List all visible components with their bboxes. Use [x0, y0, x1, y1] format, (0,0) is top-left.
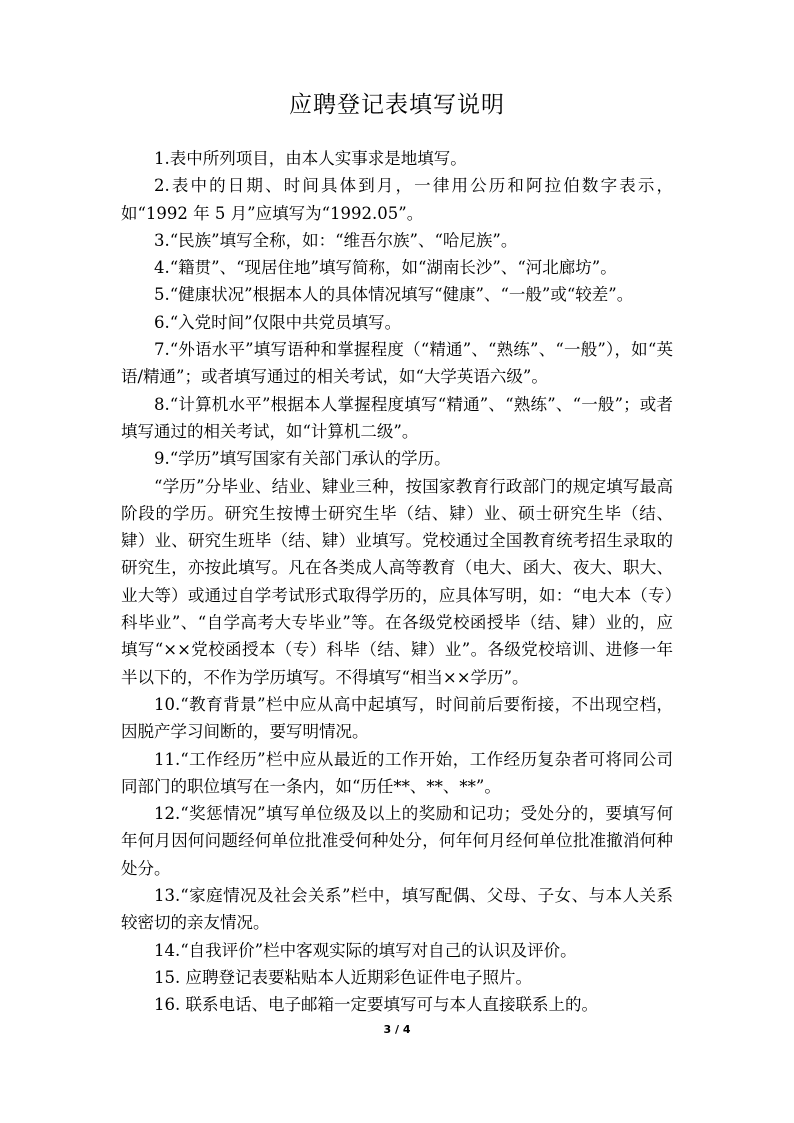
instruction-item-5: 5.“健康状况”根据本人的具体情况填写“健康”、“一般”或“较差”。 — [154, 285, 634, 305]
instruction-item-9-detail: “学历”分毕业、结业、肄业三种，按国家教育行政部门的规定填写最高阶段的学历。研究生按博士研究生毕（结、肄）业、硕士研究生毕（结、肄）业、研究生班毕（结、肄）业填写。党校通过全国教育统考招生录取的研究生，亦按此填写。凡在各类成人高等教育（电大、函大、夜大、职大、业大等）或通过自学考试形式取得学历的，应具体写明，如：“电大本（专）科毕业”、“自学高考大专毕业”等。在各级党校函授毕（结、肄）业的，应填写“××党校函授本（专）科毕（结、肄）业”。各级党校培训、进修一年半以下的，不作为学历填写。不得填写“相当××学历”。 — [121, 476, 673, 687]
instruction-item-4: 4.“籍贯”、“现居住地”填写简称，如“湖南长沙”、“河北廊坊”。 — [154, 258, 617, 278]
instruction-item-7: 7.“外语水平”填写语种和掌握程度（“精通”、“熟练”、“一般”），如“英语/精通”；或者填写通过的相关考试，如“大学英语六级”。 — [121, 340, 673, 387]
instruction-item-6: 6.“入党时间”仅限中共党员填写。 — [154, 312, 402, 332]
instruction-item-11: 11.“工作经历”栏中应从最近的工作开始，工作经历复杂者可将同公司同部门的职位填写在一条内，如“历任**、**、**”。 — [121, 749, 673, 796]
instruction-item-1: 1.表中所列项目，由本人实事求是地填写。 — [154, 149, 467, 168]
page-title: 应聘登记表填写说明 — [289, 92, 505, 118]
instruction-item-3: 3.“民族”填写全称，如：“维吾尔族”、“哈尼族”。 — [154, 230, 518, 250]
instruction-item-14: 14.“自我评价”栏中客观实际的填写对自己的认识及评价。 — [154, 940, 577, 960]
instruction-item-12: 12.“奖惩情况”填写单位级及以上的奖励和记功；受处分的，要填写何年何月因何问题经何单位批准受何种处分，何年何月经何单位批准撤消何种处分。 — [121, 804, 673, 878]
instruction-item-2: 2.表中的日期、时间具体到月，一律用公历和阿拉伯数字表示，如“1992 年 5 月”应填写为“1992.05”。 — [121, 176, 673, 223]
instructions-body — [121, 145, 673, 1019]
instruction-item-10: 10.“教育背景”栏中应从高中起填写，时间前后要衔接，不出现空档，因脱产学习间断的，要写明情况。 — [121, 694, 673, 742]
instruction-item-8: 8.“计算机水平”根据本人掌握程度填写“精通”、“熟练”、“一般”；或者填写通过的相关考试，如“计算机二级”。 — [121, 394, 673, 441]
instruction-item-13: 13.“家庭情况及社会关系”栏中，填写配偶、父母、子女、与本人关系较密切的亲友情况。 — [121, 886, 673, 933]
instruction-item-16: 16. 联系电话、电子邮箱一定要填写可与本人直接联系上的。 — [154, 995, 598, 1015]
page-number: 3 / 4 — [383, 1023, 411, 1036]
instruction-item-15: 15. 应聘登记表要粘贴本人近期彩色证件电子照片。 — [154, 967, 532, 987]
instruction-item-9: 9.“学历”填写国家有关部门承认的学历。 — [154, 449, 451, 469]
